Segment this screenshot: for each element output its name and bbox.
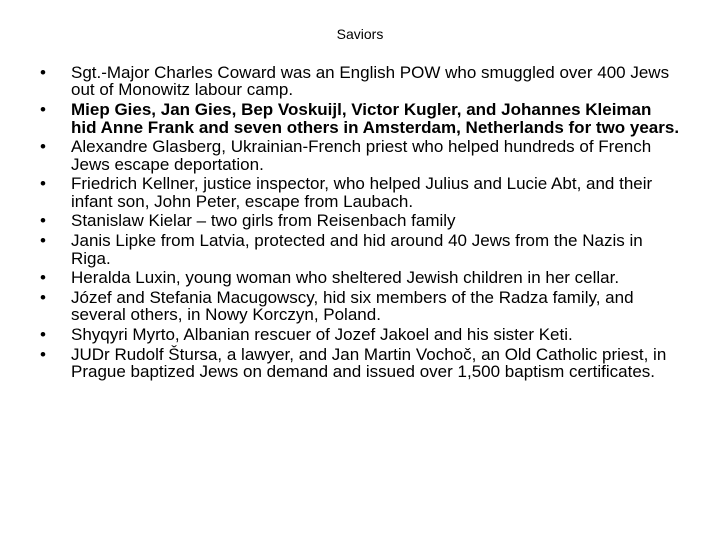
- bullet-marker: •: [40, 344, 46, 364]
- bullet-marker: •: [40, 63, 46, 82]
- list-item: [40, 64, 680, 99]
- list-item: [40, 101, 680, 136]
- bullet-text: JUDr Rudolf Štursa, a lawyer, and Jan Martin Vochoč, an Old Catholic priest, in Prague baptized Jews on demand and issued over 1,500 baptism certificates.: [71, 344, 667, 382]
- bullet-marker: •: [40, 174, 46, 194]
- bullet-marker: •: [40, 211, 46, 231]
- bullet-marker: •: [40, 100, 46, 120]
- list-item: [40, 289, 680, 324]
- bullet-list: [40, 64, 680, 383]
- bullet-marker: •: [40, 325, 46, 345]
- bullet-marker: •: [40, 231, 46, 251]
- list-item: [40, 269, 680, 286]
- bullet-text: Sgt.-Major Charles Coward was an English POW who smuggled over 400 Jews out of Monowitz labour camp.: [71, 63, 670, 100]
- list-item: [40, 346, 680, 381]
- list-item: [40, 138, 680, 173]
- list-item: [40, 326, 680, 343]
- bullet-text: Heralda Luxin, young woman who sheltered Jewish children in her cellar.: [71, 268, 620, 288]
- bullet-text: Alexandre Glasberg, Ukrainian-French priest who helped hundreds of French Jews escape deportation.: [71, 137, 652, 174]
- bullet-marker: •: [40, 287, 46, 307]
- slide-title: Saviors: [336, 26, 384, 42]
- bullet-text: Friedrich Kellner, justice inspector, who helped Julius and Lucie Abt, and their infant son, John Peter, escape from Laubach.: [71, 174, 653, 211]
- list-item: [40, 232, 680, 267]
- list-item: [40, 212, 680, 229]
- bullet-text: Shyqyri Myrto, Albanian rescuer of Jozef Jakoel and his sister Keti.: [71, 325, 573, 345]
- list-item: [40, 175, 680, 210]
- bullet-text: Miep Gies, Jan Gies, Bep Voskuijl, Victor Kugler, and Johannes Kleiman hid Anne Frank and seven others in Amsterdam, Netherlands for two years.: [71, 100, 680, 137]
- bullet-text: Stanislaw Kielar – two girls from Reisenbach family: [71, 211, 456, 231]
- bullet-marker: •: [40, 268, 46, 288]
- bullet-text: Janis Lipke from Latvia, protected and hid around 40 Jews from the Nazis in Riga.: [71, 231, 643, 268]
- bullet-text: Józef and Stefania Macugowscy, hid six members of the Radza family, and several others, in Nowy Korczyn, Poland.: [71, 287, 634, 325]
- bullet-marker: •: [40, 137, 46, 157]
